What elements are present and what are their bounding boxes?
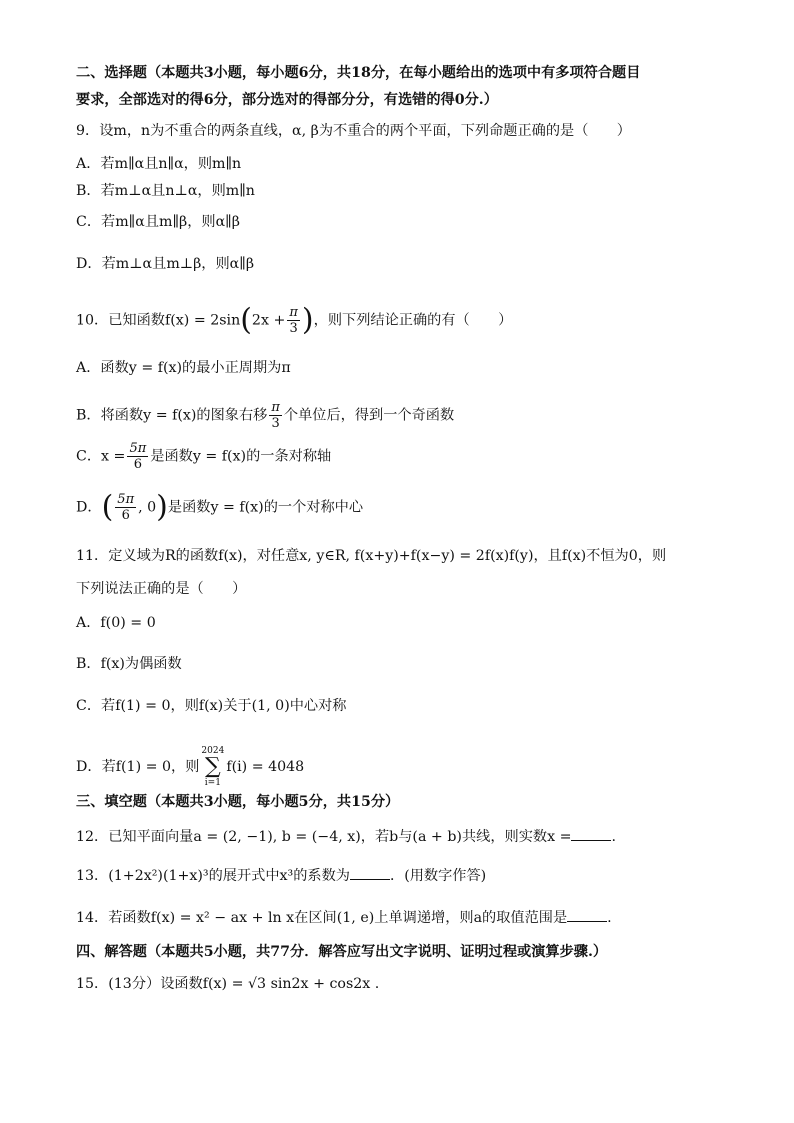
q12: 12．已知平面向量a = (2, −1), b = (−4, x)，若b与(a + b)共线，则实数x = . [76, 826, 616, 847]
q10-option-d-fraction: $\frac{5\pi}{6}$ [117, 492, 135, 523]
q9-stem: 9．设m，n为不重合的两条直线，α, β为不重合的两个平面，下列命题正确的是（ ） [76, 123, 631, 139]
q10-option-b-fraction: $\frac{\pi}{3}$ [271, 400, 280, 431]
q10-option-d-post: 是函数y = f(x)的一个对称中心 [167, 499, 364, 516]
section3-heading: 三、填空题（本题共3小题，每小题5分，共15分） [76, 794, 400, 810]
q11-stem-line2: 下列说法正确的是（ ） [76, 581, 247, 597]
q14-text: 14．若函数f(x) = x² − ax + ln x在区间(1, e)上单调递增，则a的取值范围是 [76, 910, 568, 926]
q10-option-b [76, 400, 454, 431]
q10-option-c-fraction: $\frac{5\pi}{6}$ [129, 441, 147, 472]
q10-option-d-pre: D． [76, 499, 102, 516]
section2-heading-line2: 要求，全部选对的得6分，部分选对的得部分分，有选错的得0分.） [76, 92, 498, 108]
q10-stem [76, 302, 513, 338]
q11-option-d-post: f(i) = 4048 [226, 759, 305, 775]
q15-stem: 15．(13分）设函数f(x) = √3 sin2x + cos2x . [76, 976, 380, 992]
q10-right-paren: ) [301, 302, 314, 338]
q10-option-b-post: 个单位后，得到一个奇函数 [283, 407, 455, 424]
q11-option-b: B．f(x)为偶函数 [76, 656, 182, 672]
q10-option-a: A．函数y = f(x)的最小正周期为π [76, 360, 291, 376]
q13-text: 13．(1+2x²)(1+x)³的展开式中x³的系数为 [76, 868, 350, 884]
q10-option-b-pre: B．将函数y = f(x)的图象右移 [76, 407, 268, 424]
q10-option-d: D．( $\frac{5\pi}{6}$ , 0)是函数y = f(x)的一个对称中心 [76, 489, 364, 525]
q10-option-c [76, 441, 331, 472]
q14-answer-blank [567, 907, 607, 922]
q10-option-c-pre: C．x = [76, 448, 126, 465]
section2-heading-line1: 二、选择题（本题共3小题，每小题6分，共18分，在每小题给出的选项中有多项符合题目 [76, 65, 641, 81]
summation-symbol: 2024 ∑ i=1 [201, 746, 225, 788]
section4-heading: 四、解答题（本题共5小题，共77分．解答应写出文字说明、证明过程或演算步骤.） [76, 944, 608, 960]
q9-option-d: D．若m⊥α且m⊥β，则α∥β [76, 256, 255, 272]
q10-stem-post: ，则下列结论正确的有（ ） [313, 312, 513, 329]
q10-stem-pre: 10．已知函数f(x) = 2sin [76, 312, 241, 329]
q11-option-d [76, 746, 304, 788]
q14: 14．若函数f(x) = x² − ax + ln x在区间(1, e)上单调递增，则a的取值范围是 . [76, 907, 612, 928]
q11-option-d-pre: D．若f(1) = 0，则 [76, 759, 200, 775]
q13 [76, 865, 486, 886]
q10-inner-pre: 2x + [251, 312, 286, 329]
q9-option-a: A．若m∥α且n∥α，则m∥n [76, 156, 242, 172]
q11-option-c: C．若f(1) = 0，则f(x)关于(1, 0)中心对称 [76, 698, 347, 714]
q9-option-c: C．若m∥α且m∥β，则α∥β [76, 214, 240, 230]
q12-text: 12．已知平面向量a = (2, −1), b = (−4, x)，若b与(a + b)共线，则实数x = [76, 829, 572, 845]
q10-option-c-post: 是函数y = f(x)的一条对称轴 [150, 448, 332, 465]
q9-option-b: B．若m⊥α且n⊥α，则m∥n [76, 183, 255, 199]
q10-left-paren: ( [240, 302, 252, 338]
q10-fraction: $\frac{\pi}{3}$ [289, 305, 298, 336]
q13-note: ．(用数字作答) [390, 868, 487, 884]
q13-answer-blank [350, 865, 390, 880]
q12-answer-blank [571, 826, 611, 841]
q11-option-a: A．f(0) = 0 [76, 615, 156, 631]
q11-stem-line1: 11．定义域为R的函数f(x)，对任意x, y∈R, f(x+y)+f(x−y) = 2f(x)f(y)，且f(x)不恒为0，则 [76, 548, 667, 564]
